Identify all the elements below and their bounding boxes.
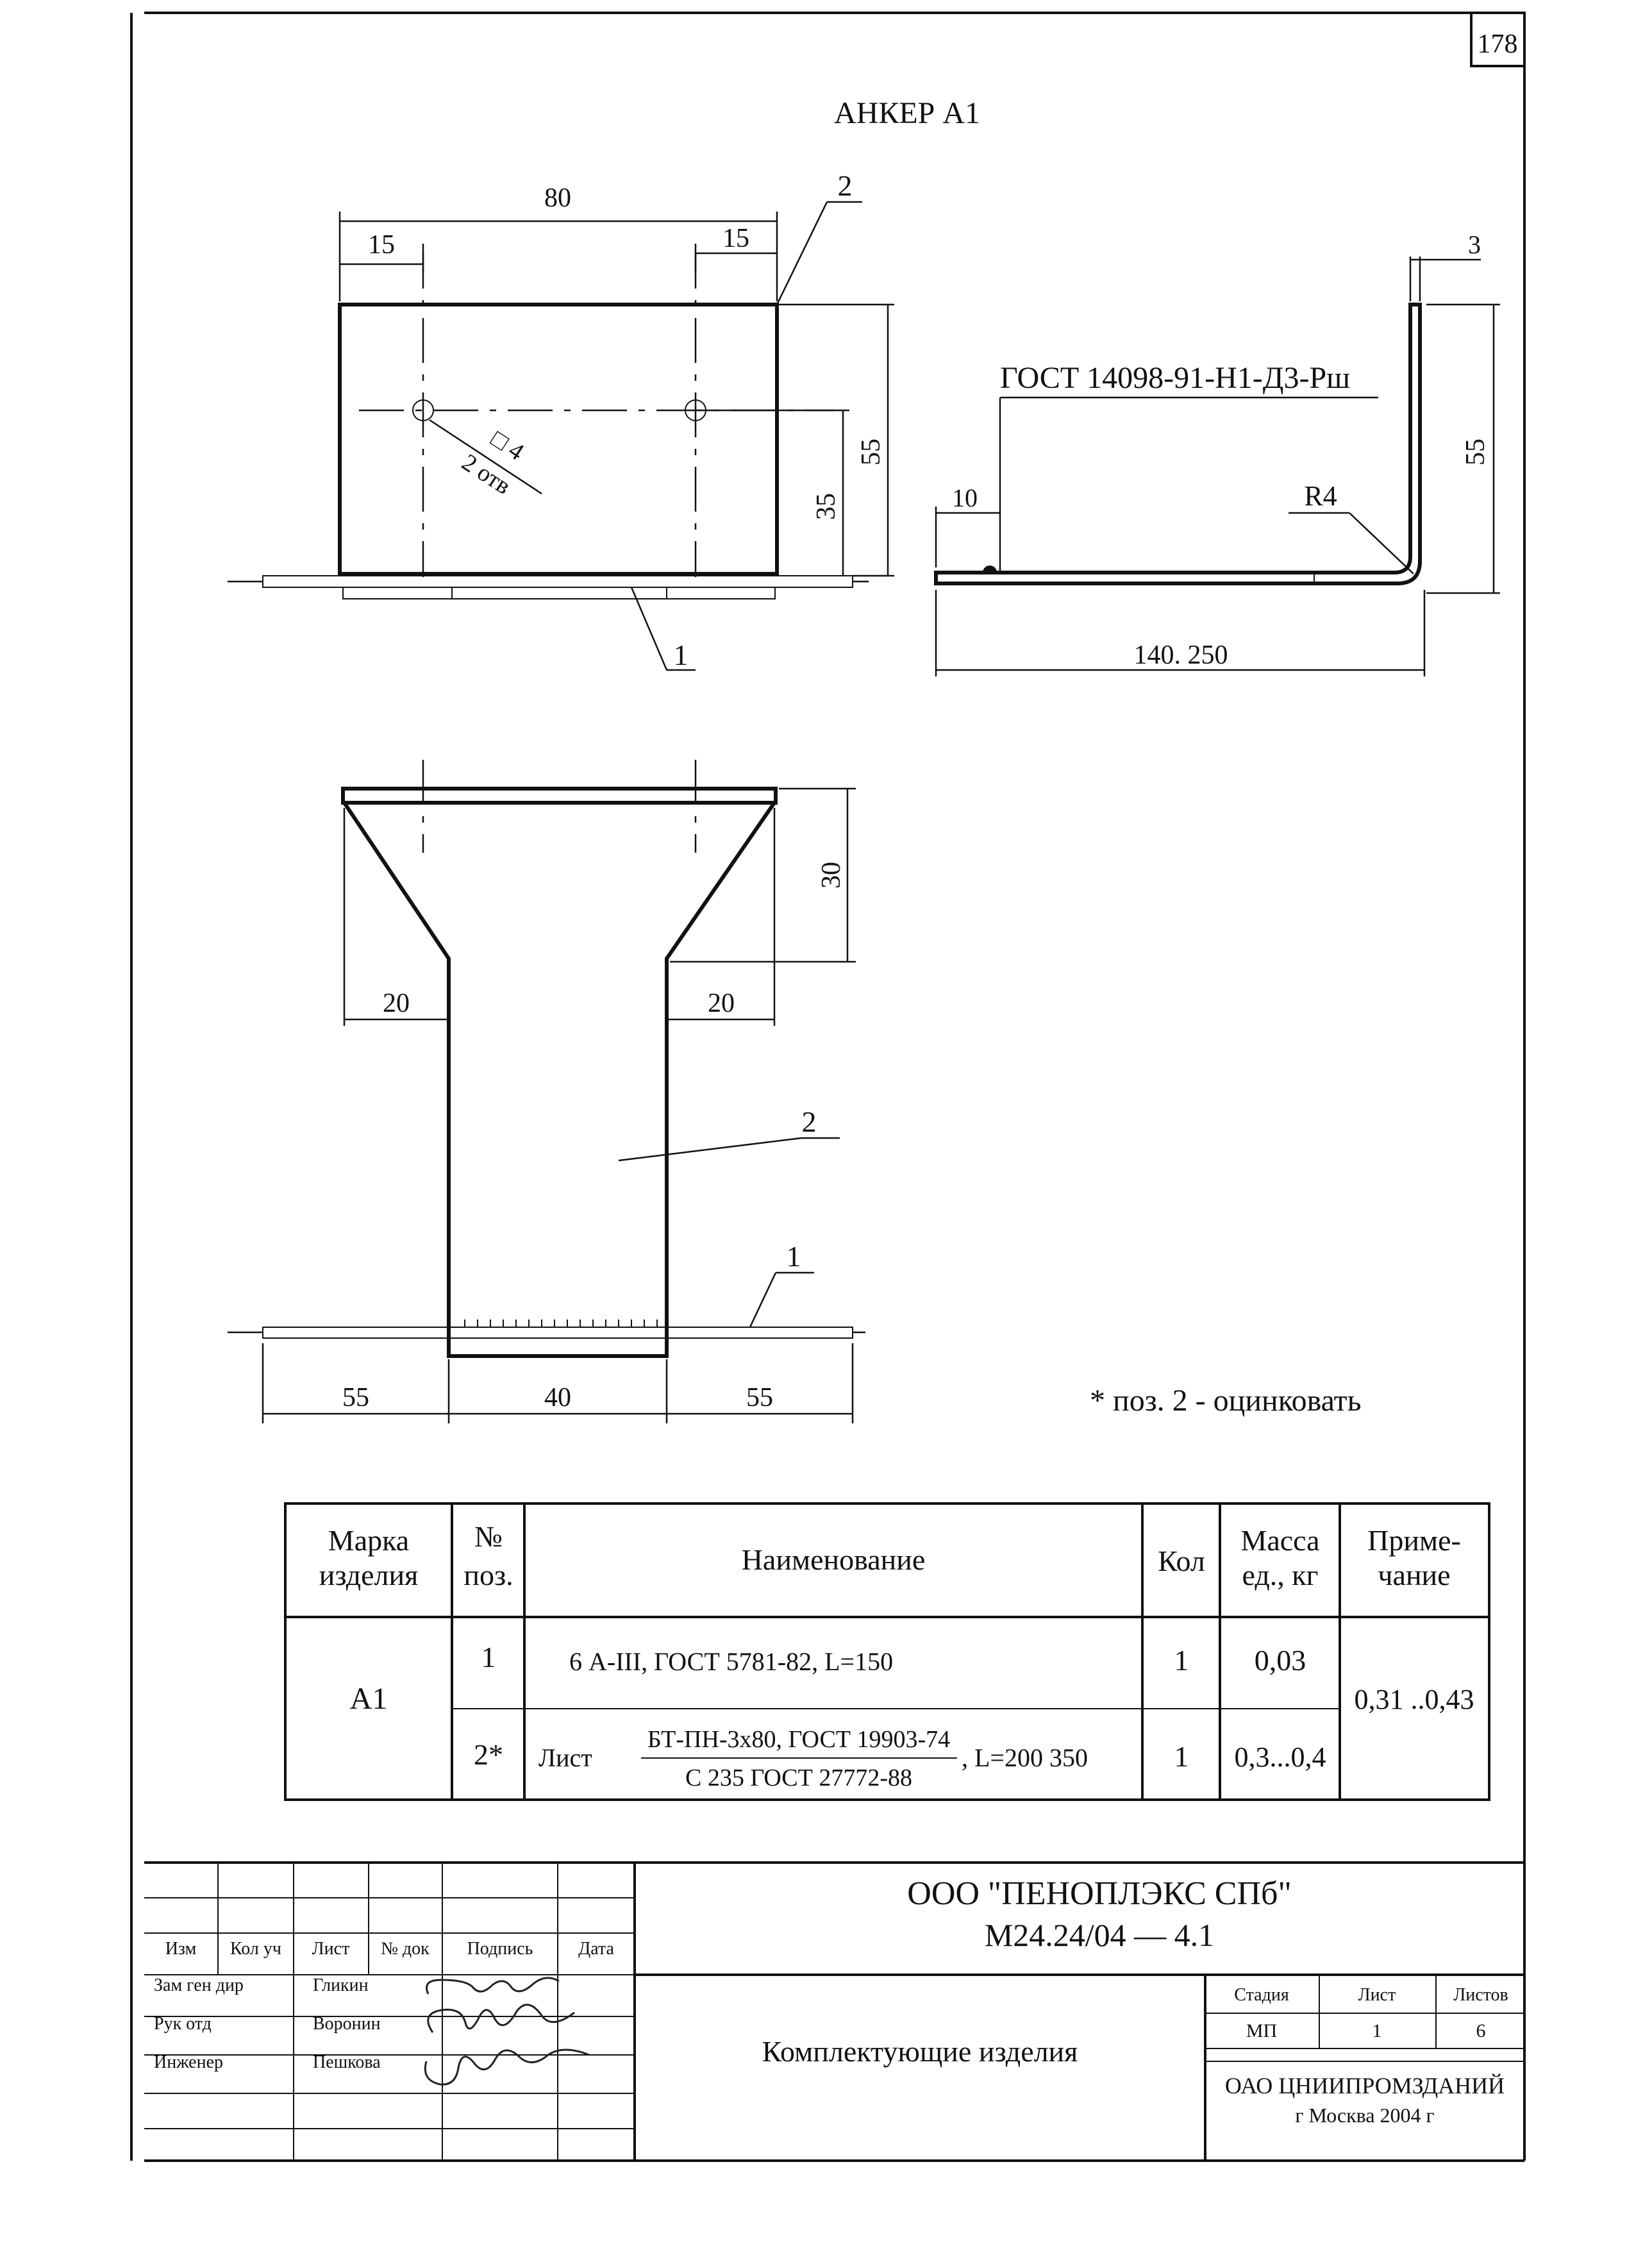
hole-size-label: □ 4: [486, 425, 529, 466]
th-mass-line1: Масса: [1240, 1524, 1320, 1557]
col-izm: Изм: [165, 1939, 197, 1959]
rebar-bar-plan: [263, 1327, 853, 1338]
th-note-line2: чание: [1378, 1559, 1451, 1591]
doc-code: М24.24/04 — 4.1: [984, 1917, 1215, 1953]
title-block-text: [154, 1875, 1508, 2127]
staff-name-3: Пешкова: [313, 2052, 381, 2072]
radius-label: R4: [1304, 480, 1337, 512]
drawing-title: АНКЕР А1: [833, 96, 981, 130]
signatures: [425, 1978, 589, 2084]
callout-1: 1: [673, 639, 688, 671]
dim-overall-80: 80: [544, 183, 571, 213]
weld-standard-label: ГОСТ 14098-91-Н1-Д3-Рш: [1000, 361, 1351, 395]
col-list: Лист: [312, 1939, 350, 1959]
callout-1-plan: 1: [786, 1240, 801, 1273]
row1-qty: 1: [1174, 1644, 1189, 1677]
zinc-note: * поз. 2 - оцинковать: [1090, 1384, 1362, 1418]
row1-name: 6 А-III, ГОСТ 5781-82, L=150: [569, 1647, 894, 1676]
staff-name-2: Воронин: [313, 2014, 381, 2034]
th-name: Наименование: [741, 1543, 926, 1576]
dim-height-55-side: 55: [1461, 439, 1490, 465]
sheet-label: Лист: [1358, 1985, 1396, 2005]
stage-label: Стадия: [1234, 1985, 1289, 2005]
row2-pos: 2*: [474, 1738, 503, 1771]
row1-pos: 1: [481, 1641, 496, 1673]
row2-name-suffix: , L=200 350: [962, 1743, 1088, 1772]
view-elevation: [228, 202, 894, 670]
row1-mass: 0,03: [1254, 1644, 1306, 1677]
th-mass-line2: ед., кг: [1242, 1559, 1319, 1591]
anchor-plate: [340, 305, 777, 574]
dim-top-30: 30: [817, 862, 846, 889]
dim-right-55: 55: [746, 1383, 773, 1412]
col-date: Дата: [578, 1939, 614, 1959]
signature-2: [428, 2005, 574, 2032]
dim-left-offset-20: 20: [383, 989, 410, 1018]
th-pos-line2: поз.: [463, 1559, 513, 1591]
spec-table-text: [319, 1520, 1474, 1791]
dim-right-offset-20: 20: [708, 989, 735, 1018]
dim-height-55: 55: [856, 439, 886, 465]
view-side: [936, 256, 1500, 676]
company-name: ООО "ПЕНОПЛЭКС СПб": [907, 1875, 1292, 1912]
organization: ОАО ЦНИИПРОМЗДАНИЙ: [1224, 2073, 1505, 2099]
callout-2-plan: 2: [801, 1105, 817, 1138]
dim-thickness-3: 3: [1468, 230, 1481, 259]
hole-count-label: 2 отв: [456, 449, 516, 500]
th-mark-line1: Марка: [328, 1524, 410, 1557]
sheet-value: 1: [1372, 2020, 1382, 2041]
stage-value: МП: [1246, 2020, 1278, 2041]
cell-total-mass: 0,31 ..0,43: [1354, 1684, 1474, 1715]
staff-role-2: Рук отд: [154, 2014, 212, 2034]
th-note-line1: Приме-: [1367, 1524, 1461, 1557]
sheet-number: 178: [1477, 29, 1518, 59]
view-plan: [228, 760, 865, 1423]
plate-plan-outline: [344, 803, 774, 1356]
sheet-title-text: Комплектующие изделия: [762, 2035, 1078, 2068]
signature-1: [427, 1978, 560, 1994]
dim-length-label: 140. 250: [1133, 641, 1228, 670]
weld-hatching: [465, 1320, 657, 1327]
staff-role-1: Зам ген дир: [154, 1975, 244, 1995]
th-mark-line2: изделия: [319, 1559, 419, 1591]
row2-qty: 1: [1174, 1740, 1189, 1773]
dim-center-40: 40: [544, 1383, 571, 1412]
view-elevation-labels: [368, 169, 886, 671]
callout-2: 2: [837, 169, 853, 202]
dim-right-15: 15: [722, 224, 749, 253]
rebar-bar: [263, 576, 853, 587]
view-plan-labels: [342, 862, 846, 1412]
bent-plate: [936, 305, 1420, 583]
sheets-label: Листов: [1453, 1985, 1508, 2005]
staff-role-3: Инженер: [154, 2052, 224, 2072]
row2-name-denominator: С 235 ГОСТ 27772-88: [685, 1764, 912, 1791]
row2-mass: 0,3...0,4: [1234, 1741, 1326, 1773]
row2-name-numerator: БТ-ПН-3х80, ГОСТ 19903-74: [647, 1726, 951, 1753]
col-signature: Подпись: [467, 1939, 533, 1959]
th-pos-line1: №: [474, 1520, 503, 1553]
dim-hole-height-35: 35: [812, 493, 841, 520]
row2-name-prefix: Лист: [538, 1743, 592, 1772]
col-kol-uch: Кол уч: [230, 1939, 281, 1959]
sheets-value: 6: [1476, 2020, 1486, 2041]
cell-mark: А1: [349, 1682, 388, 1716]
city-year: г Москва 2004 г: [1295, 2104, 1435, 2127]
th-qty: Кол: [1158, 1545, 1205, 1577]
staff-name-1: Гликин: [313, 1975, 369, 1995]
dim-end-10: 10: [952, 483, 978, 512]
dim-left-55: 55: [342, 1383, 369, 1412]
dim-left-15: 15: [368, 230, 395, 260]
col-doc-no: № док: [381, 1939, 430, 1959]
